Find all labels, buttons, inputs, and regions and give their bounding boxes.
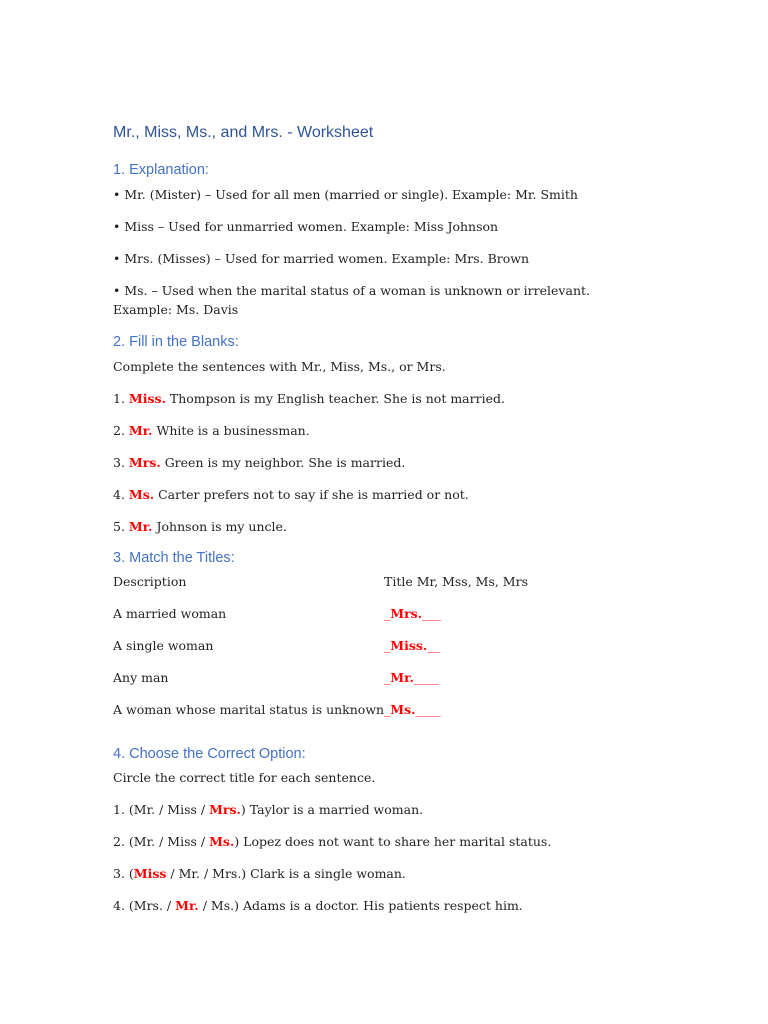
item-text: / Ms.) Adams is a doctor. His patients respect him. [198, 898, 523, 913]
item-number: 4. [113, 487, 129, 502]
blank-line: _ [384, 670, 391, 685]
match-description: A woman whose marital status is unknown [113, 702, 385, 717]
match-row [113, 700, 673, 719]
answer-text: Miss [133, 866, 167, 881]
item-text: 1. (Mr. / Miss / [113, 802, 210, 817]
section-2-heading: 2. Fill in the Blanks: [113, 334, 239, 350]
choose-option-item [113, 800, 423, 819]
fill-blank-item [113, 517, 287, 536]
answer-text: Ms. [209, 834, 235, 849]
match-answer [384, 636, 440, 655]
fill-blank-item [113, 389, 505, 408]
match-answer [384, 604, 441, 623]
fill-blank-item [113, 485, 469, 504]
section-4-instruction: Circle the correct title for each sentence. [113, 770, 376, 785]
blank-line: _ [384, 606, 391, 621]
item-text: White is a businessman. [152, 423, 310, 438]
match-row [113, 668, 673, 687]
answer-text: Mr. [128, 423, 153, 438]
answer-text: Mrs. [209, 802, 241, 817]
item-text: Carter prefers not to say if she is married or not. [154, 487, 469, 502]
blank-line: ____ [415, 702, 441, 717]
item-text: Johnson is my uncle. [152, 519, 287, 534]
blank-line: ____ [413, 670, 439, 685]
answer-text: Miss. [128, 391, 166, 406]
choose-option-item [113, 832, 551, 851]
blank-line: __ [427, 638, 440, 653]
column-header-title: Title Mr, Mss, Ms, Mrs [384, 574, 529, 589]
choose-option-item [113, 896, 523, 915]
item-text: 4. (Mrs. / [113, 898, 176, 913]
section-1-heading: 1. Explanation: [113, 162, 209, 178]
answer-text: Miss. [390, 638, 428, 653]
match-description: A married woman [113, 606, 227, 621]
explanation-item: • Miss – Used for unmarried women. Example: Miss Johnson [113, 219, 499, 234]
match-header-row [113, 572, 673, 591]
answer-text: Mr. [390, 670, 414, 685]
item-text: 2. (Mr. / Miss / [113, 834, 210, 849]
match-description: Any man [113, 670, 169, 685]
item-number: 5. [113, 519, 129, 534]
item-number: 1. [113, 391, 129, 406]
explanation-item: • Mrs. (Misses) – Used for married women. Example: Mrs. Brown [113, 251, 530, 266]
match-answer [384, 668, 439, 687]
answer-text: Mrs. [128, 455, 161, 470]
item-number: 2. [113, 423, 129, 438]
blank-line: _ [384, 702, 391, 717]
match-answer [384, 700, 440, 719]
fill-blank-item [113, 421, 310, 440]
column-header-description: Description [113, 574, 187, 589]
blank-line: _ [384, 638, 391, 653]
fill-blank-item [113, 453, 405, 472]
item-text: / Mr. / Mrs.) Clark is a single woman. [166, 866, 406, 881]
item-text: ) Lopez does not want to share her marital status. [234, 834, 552, 849]
item-text: Green is my neighbor. She is married. [160, 455, 406, 470]
choose-option-item [113, 864, 406, 883]
blank-line: ___ [422, 606, 441, 621]
answer-text: Mr. [128, 519, 153, 534]
answer-text: Ms. [128, 487, 155, 502]
answer-text: Mrs. [390, 606, 423, 621]
item-text: Thompson is my English teacher. She is not married. [165, 391, 505, 406]
section-3-heading: 3. Match the Titles: [113, 550, 235, 566]
item-text: 3. ( [113, 866, 134, 881]
answer-text: Ms. [390, 702, 416, 717]
match-row [113, 636, 673, 655]
worksheet-title: Mr., Miss, Ms., and Mrs. - Worksheet [113, 124, 374, 141]
explanation-item: • Mr. (Mister) – Used for all men (married or single). Example: Mr. Smith [113, 187, 578, 202]
explanation-item: • Ms. – Used when the marital status of a woman is unknown or irrelevant. Example: Ms. Davis [113, 283, 590, 317]
item-number: 3. [113, 455, 129, 470]
section-4-heading: 4. Choose the Correct Option: [113, 746, 306, 762]
section-2-instruction: Complete the sentences with Mr., Miss, Ms., or Mrs. [113, 359, 446, 374]
answer-text: Mr. [175, 898, 199, 913]
item-text: ) Taylor is a married woman. [240, 802, 424, 817]
match-description: A single woman [113, 638, 214, 653]
match-row [113, 604, 673, 623]
